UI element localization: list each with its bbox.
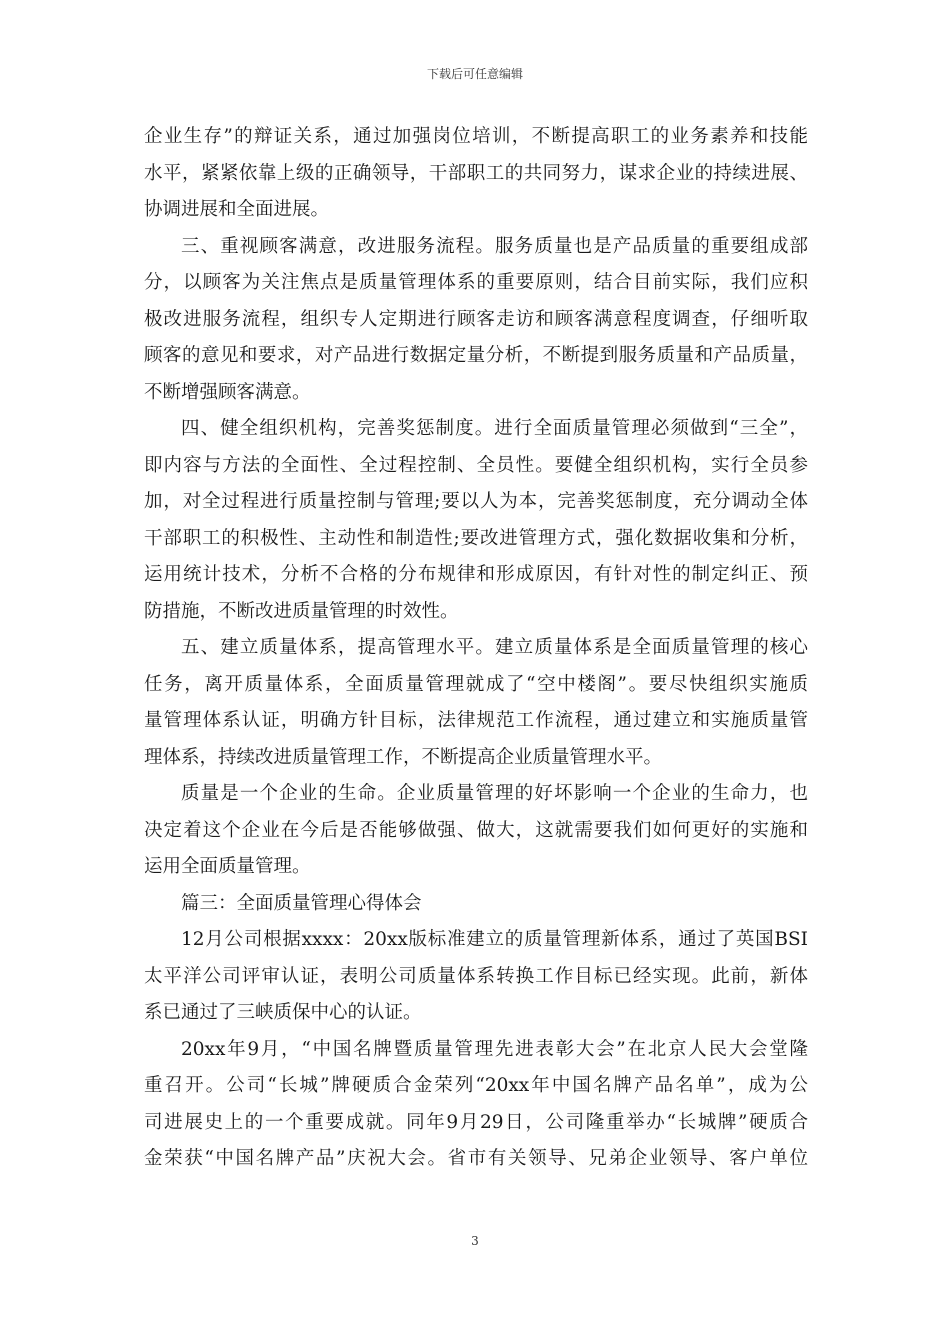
paragraph [144,922,808,1032]
paragraph [144,776,808,886]
text-line: 篇三：全面质量管理心得体会 [181,892,422,914]
text-line: 金荣获“中国名牌产品”庆祝大会。省市有关领导、兄弟企业领导、客户单位 [144,1148,808,1169]
text-line: 水平，紧紧依靠上级的正确领导，干部职工的共同努力，谋求企业的持续进展、 [144,162,808,184]
text-line: 加，对全过程进行质量控制与管理;要以人为本，完善奖惩制度，充分调动全体 [144,491,808,512]
text-line: 理体系，持续改进质量管理工作，不断提高企业质量管理水平。 [144,746,663,768]
text-line: 12月公司根据xxxx：20xx版标准建立的质量管理新体系，通过了英国BSI [181,929,808,950]
text-line: 质量是一个企业的生命。企业质量管理的好坏影响一个企业的生命力，也 [181,783,808,804]
text-line: 运用统计技术，分析不合格的分布规律和形成原因，有针对性的制定纠正、预 [144,564,808,585]
paragraph [144,229,808,412]
text-line: 五、建立质量体系，提高管理水平。建立质量体系是全面质量管理的核心 [181,637,808,658]
text-line: 司进展史上的一个重要成就。同年9月29日，公司隆重举办“长城牌”硬质合 [144,1111,808,1133]
text-line: 协调进展和全面进展。 [144,199,330,220]
paragraph [144,119,808,229]
text-line: 量管理体系认证，明确方针目标，法律规范工作流程，通过建立和实施质量管 [144,710,808,731]
text-line: 即内容与方法的全面性、全过程控制、全员性。要健全组织机构，实行全员参 [144,454,808,476]
text-line: 四、健全组织机构，完善奖惩制度。进行全面质量管理必须做到“三全”， [181,418,808,439]
text-line: 企业生存”的辩证关系，通过加强岗位培训，不断提高职工的业务素养和技能 [144,126,808,147]
document-body [144,119,808,1178]
paragraph [144,630,808,776]
text-line: 分，以顾客为关注焦点是质量管理体系的重要原则，结合目前实际，我们应积 [144,272,808,293]
text-line: 干部职工的积极性、主动性和制造性;要改进管理方式，强化数据收集和分析， [144,527,808,549]
text-line: 重召开。公司“长城”牌硬质合金荣列“20xx年中国名牌产品名单”，成为公 [144,1075,808,1096]
text-line: 三、重视顾客满意，改进服务流程。服务质量也是产品质量的重要组成部 [181,235,808,257]
text-line: 防措施，不断改进质量管理的时效性。 [144,600,459,622]
paragraph [144,411,808,630]
text-line: 任务，离开质量体系，全面质量管理就成了“空中楼阁”。要尽快组织实施质 [144,673,808,695]
text-line: 决定着这个企业在今后是否能够做强、做大，这就需要我们如何更好的实施和 [144,819,808,841]
text-line: 不断增强顾客满意。 [144,381,311,403]
text-line: 顾客的意见和要求，对产品进行数据定量分析，不断提到服务质量和产品质量， [144,345,808,366]
text-line: 太平洋公司评审认证，表明公司质量体系转换工作目标已经实现。此前，新体 [144,965,808,987]
paragraph [144,1032,808,1178]
text-line: 20xx年9月，“中国名牌暨质量管理先进表彰大会”在北京人民大会堂隆 [181,1038,808,1060]
page-header: 下载后可任意编辑 [426,67,523,81]
text-line: 极改进服务流程，组织专人定期进行顾客走访和顾客满意程度调查，仔细听取 [144,308,808,330]
text-line: 系已通过了三峡质保中心的认证。 [144,1002,422,1023]
paragraph [144,886,808,923]
text-line: 运用全面质量管理。 [144,856,311,877]
page-number: 3 [471,1234,479,1248]
